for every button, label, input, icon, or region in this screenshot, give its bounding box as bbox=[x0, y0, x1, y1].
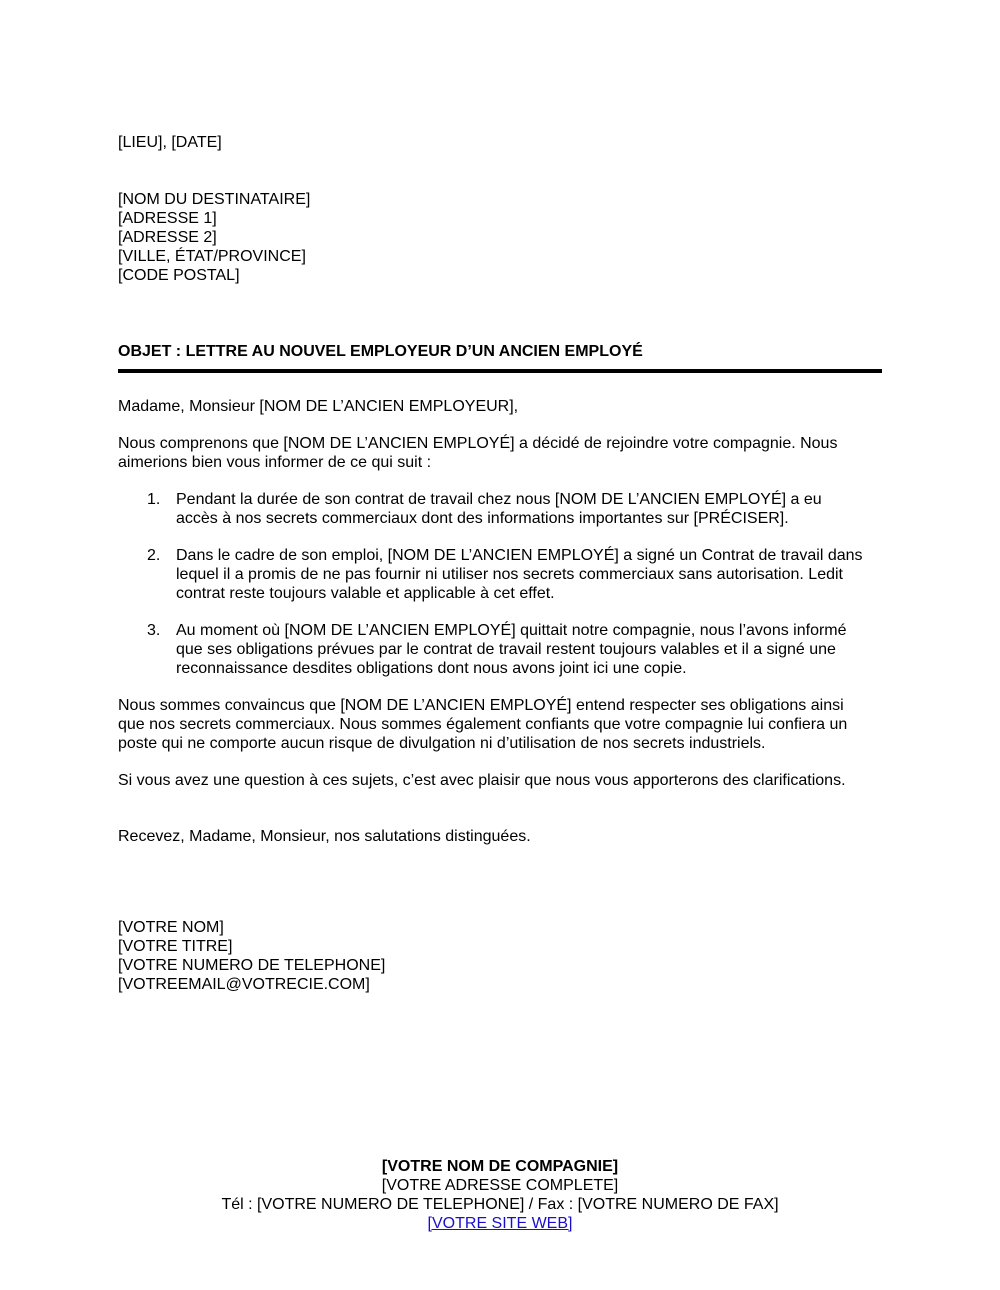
list-item bbox=[118, 490, 882, 528]
conviction-paragraph bbox=[118, 696, 882, 753]
signature-email: [VOTREEMAIL@VOTRECIE.COM] bbox=[118, 976, 370, 993]
footer-address: [VOTRE ADRESSE COMPLETE] bbox=[381, 1177, 619, 1194]
signature-name: [VOTRE NOM] bbox=[118, 919, 224, 936]
closing-text: Recevez, Madame, Monsieur, nos salutations distinguées. bbox=[118, 828, 531, 845]
letter-body bbox=[118, 133, 882, 994]
footer-company: [VOTRE NOM DE COMPAGNIE] bbox=[381, 1158, 619, 1175]
footer-contact: Tél : [VOTRE NUMERO DE TELEPHONE] / Fax : [VOTRE NUMERO DE FAX] bbox=[221, 1196, 779, 1213]
place-date: [LIEU], [DATE] bbox=[118, 134, 222, 151]
footer-website-link[interactable]: [VOTRE SITE WEB] bbox=[427, 1215, 573, 1232]
question-paragraph bbox=[118, 771, 882, 790]
list-item-line: lequel il a promis de ne pas fournir ni utiliser nos secrets commerciaux sans autorisation. Ledit bbox=[176, 566, 843, 583]
recipient-address bbox=[118, 190, 882, 285]
letterhead-footer bbox=[0, 1157, 1000, 1233]
intro-line: Nous comprenons que [NOM DE L’ANCIEN EMPLOYÉ] a décidé de rejoindre votre compagnie. Nous bbox=[118, 435, 838, 452]
list-item-line: accès à nos secrets commerciaux dont des informations importantes sur [PRÉCISER]. bbox=[176, 510, 789, 527]
recipient-address-2: [ADRESSE 2] bbox=[118, 229, 217, 246]
conviction-line: que nos secrets commerciaux. Nous sommes également confiants que votre compagnie lui confiera un bbox=[118, 716, 848, 733]
list-item-line: Dans le cadre de son emploi, [NOM DE L’ANCIEN EMPLOYÉ] a signé un Contrat de travail dans bbox=[176, 547, 863, 564]
salutation bbox=[118, 397, 882, 416]
recipient-name: [NOM DU DESTINATAIRE] bbox=[118, 191, 311, 208]
numbered-list bbox=[118, 490, 882, 678]
question-text: Si vous avez une question à ces sujets, c’est avec plaisir que nous vous apporterons des clarifications. bbox=[118, 772, 846, 789]
list-item-line: que ses obligations prévues par le contrat de travail restent toujours valables et il a signé une bbox=[176, 641, 836, 658]
list-item bbox=[118, 546, 882, 603]
list-item-number: 2. bbox=[147, 547, 161, 564]
subject-line bbox=[118, 342, 882, 373]
subject-text: OBJET : LETTRE AU NOUVEL EMPLOYEUR D’UN ANCIEN EMPLOYÉ bbox=[118, 343, 643, 360]
signature-block bbox=[118, 918, 882, 994]
intro-line: aimerions bien vous informer de ce qui suit : bbox=[118, 454, 432, 471]
list-item-number: 1. bbox=[147, 491, 161, 508]
conviction-line: Nous sommes convaincus que [NOM DE L’ANCIEN EMPLOYÉ] entend respecter ses obligations ainsi bbox=[118, 697, 844, 714]
salutation-text: Madame, Monsieur [NOM DE L’ANCIEN EMPLOYEUR], bbox=[118, 398, 519, 415]
conviction-line: poste qui ne comporte aucun risque de divulgation ni d’utilisation de nos secrets industriels. bbox=[118, 735, 766, 752]
signature-phone: [VOTRE NUMERO DE TELEPHONE] bbox=[118, 957, 386, 974]
list-item-line: Au moment où [NOM DE L’ANCIEN EMPLOYÉ] quittait notre compagnie, nous l’avons informé bbox=[176, 622, 847, 639]
list-item-line: contrat reste toujours valable et applicable à cet effet. bbox=[176, 585, 555, 602]
intro-paragraph bbox=[118, 434, 882, 472]
recipient-postal-code: [CODE POSTAL] bbox=[118, 267, 240, 284]
list-item bbox=[118, 621, 882, 678]
list-item-line: Pendant la durée de son contrat de travail chez nous [NOM DE L’ANCIEN EMPLOYÉ] a eu bbox=[176, 491, 822, 508]
recipient-city-state: [VILLE, ÉTAT/PROVINCE] bbox=[118, 248, 306, 265]
list-item-line: reconnaissance desdites obligations dont nous avons joint ici une copie. bbox=[176, 660, 687, 677]
closing-paragraph bbox=[118, 827, 882, 846]
recipient-address-1: [ADRESSE 1] bbox=[118, 210, 217, 227]
list-item-number: 3. bbox=[147, 622, 161, 639]
signature-title: [VOTRE TITRE] bbox=[118, 938, 233, 955]
place-date-block bbox=[118, 133, 882, 152]
